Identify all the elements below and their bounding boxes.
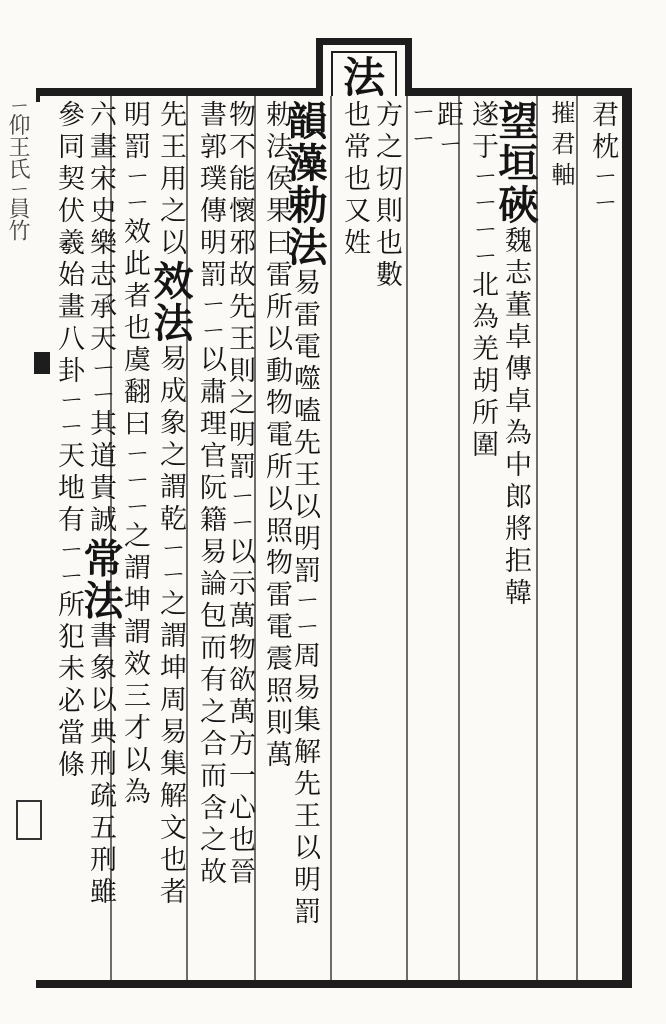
text-column-2	[541, 100, 581, 980]
col4-seg1: 遂于ㄧㄧㄧㄧ北為羌胡所圍	[467, 100, 498, 463]
col5-seg1: 距ㄧ	[432, 100, 463, 159]
col13-seg3: 易成象之謂乾ㄧㄧ之謂坤周易集解文也者	[155, 344, 186, 910]
fragment-ink-block	[34, 352, 50, 374]
col3-heading: 望垣硤	[492, 100, 539, 226]
col3-seg2: 魏志董卓傳卓為中郎將拒韓	[500, 226, 531, 610]
col16-seg2: 有ㄧㄧ所犯未必當條	[53, 505, 84, 783]
col9-heading-1: 韻藻	[281, 100, 328, 184]
col12-seg1: 書郭璞傳明罰ㄧㄧ以肅理官阮籍易論包而有之合而含之故	[195, 100, 226, 890]
adjacent-page-fragment	[0, 96, 36, 736]
col11-seg1: 物不能懷邪故先王則之明罰ㄧㄧ以示萬物欲萬方一心也晉	[224, 100, 255, 890]
fragment-text: ㄧ仰王氏ㄧ員竹	[5, 96, 30, 242]
col6-seg1: ㄧㄧ	[405, 100, 436, 154]
column-rule	[330, 96, 332, 980]
title-inner-box	[331, 51, 397, 102]
page-mark-box	[16, 800, 42, 840]
col15-seg1: 六畫宋史樂志承天ㄧㄧ其道貴誠	[85, 100, 116, 538]
text-column-6	[400, 100, 440, 980]
column-rule	[536, 96, 538, 980]
title-tab	[316, 38, 412, 102]
col13-seg1: 先王用之以	[155, 100, 186, 260]
col9-seg3: 易雷電噬嗑先王以明罰ㄧㄧ周易集解先王以明罰	[289, 268, 320, 930]
col14-seg2: 效此者也虞翻曰ㄧㄧㄧ之謂坤謂效三才以為	[119, 217, 150, 810]
frame-left-tick	[36, 96, 40, 102]
col10-seg1: 勅法侯果曰雷所以動物電所以照物雷電震照則萬	[261, 100, 292, 772]
frame-right-border	[622, 88, 632, 988]
text-column-10	[256, 100, 296, 980]
frame-bottom-border	[36, 980, 632, 988]
text-column-4	[462, 100, 502, 980]
col2-seg1: 摧君軸	[547, 100, 575, 193]
col14-seg1: 明罰ㄧㄧ	[119, 100, 150, 218]
col15-heading: 常法	[77, 537, 124, 622]
col15-seg3: 書象以典刑疏五刑雖	[85, 621, 116, 910]
text-column-8	[334, 100, 374, 980]
col13-heading: 效法	[147, 260, 194, 344]
text-column-16	[48, 100, 88, 980]
col9-heading-2: 勅法	[281, 184, 328, 268]
col1-seg1: 君枕ㄧㄧ	[587, 100, 618, 218]
title-character: 法	[342, 53, 385, 102]
col16-seg1: 參同契伏羲始畫八卦ㄧㄧ天地	[53, 100, 84, 506]
col7-seg1: 方之切則也數	[371, 100, 402, 292]
col8-seg1: 也常也又姓	[339, 100, 370, 260]
text-column-12	[190, 100, 230, 980]
text-column-13	[147, 100, 194, 980]
text-column-1	[582, 100, 622, 980]
